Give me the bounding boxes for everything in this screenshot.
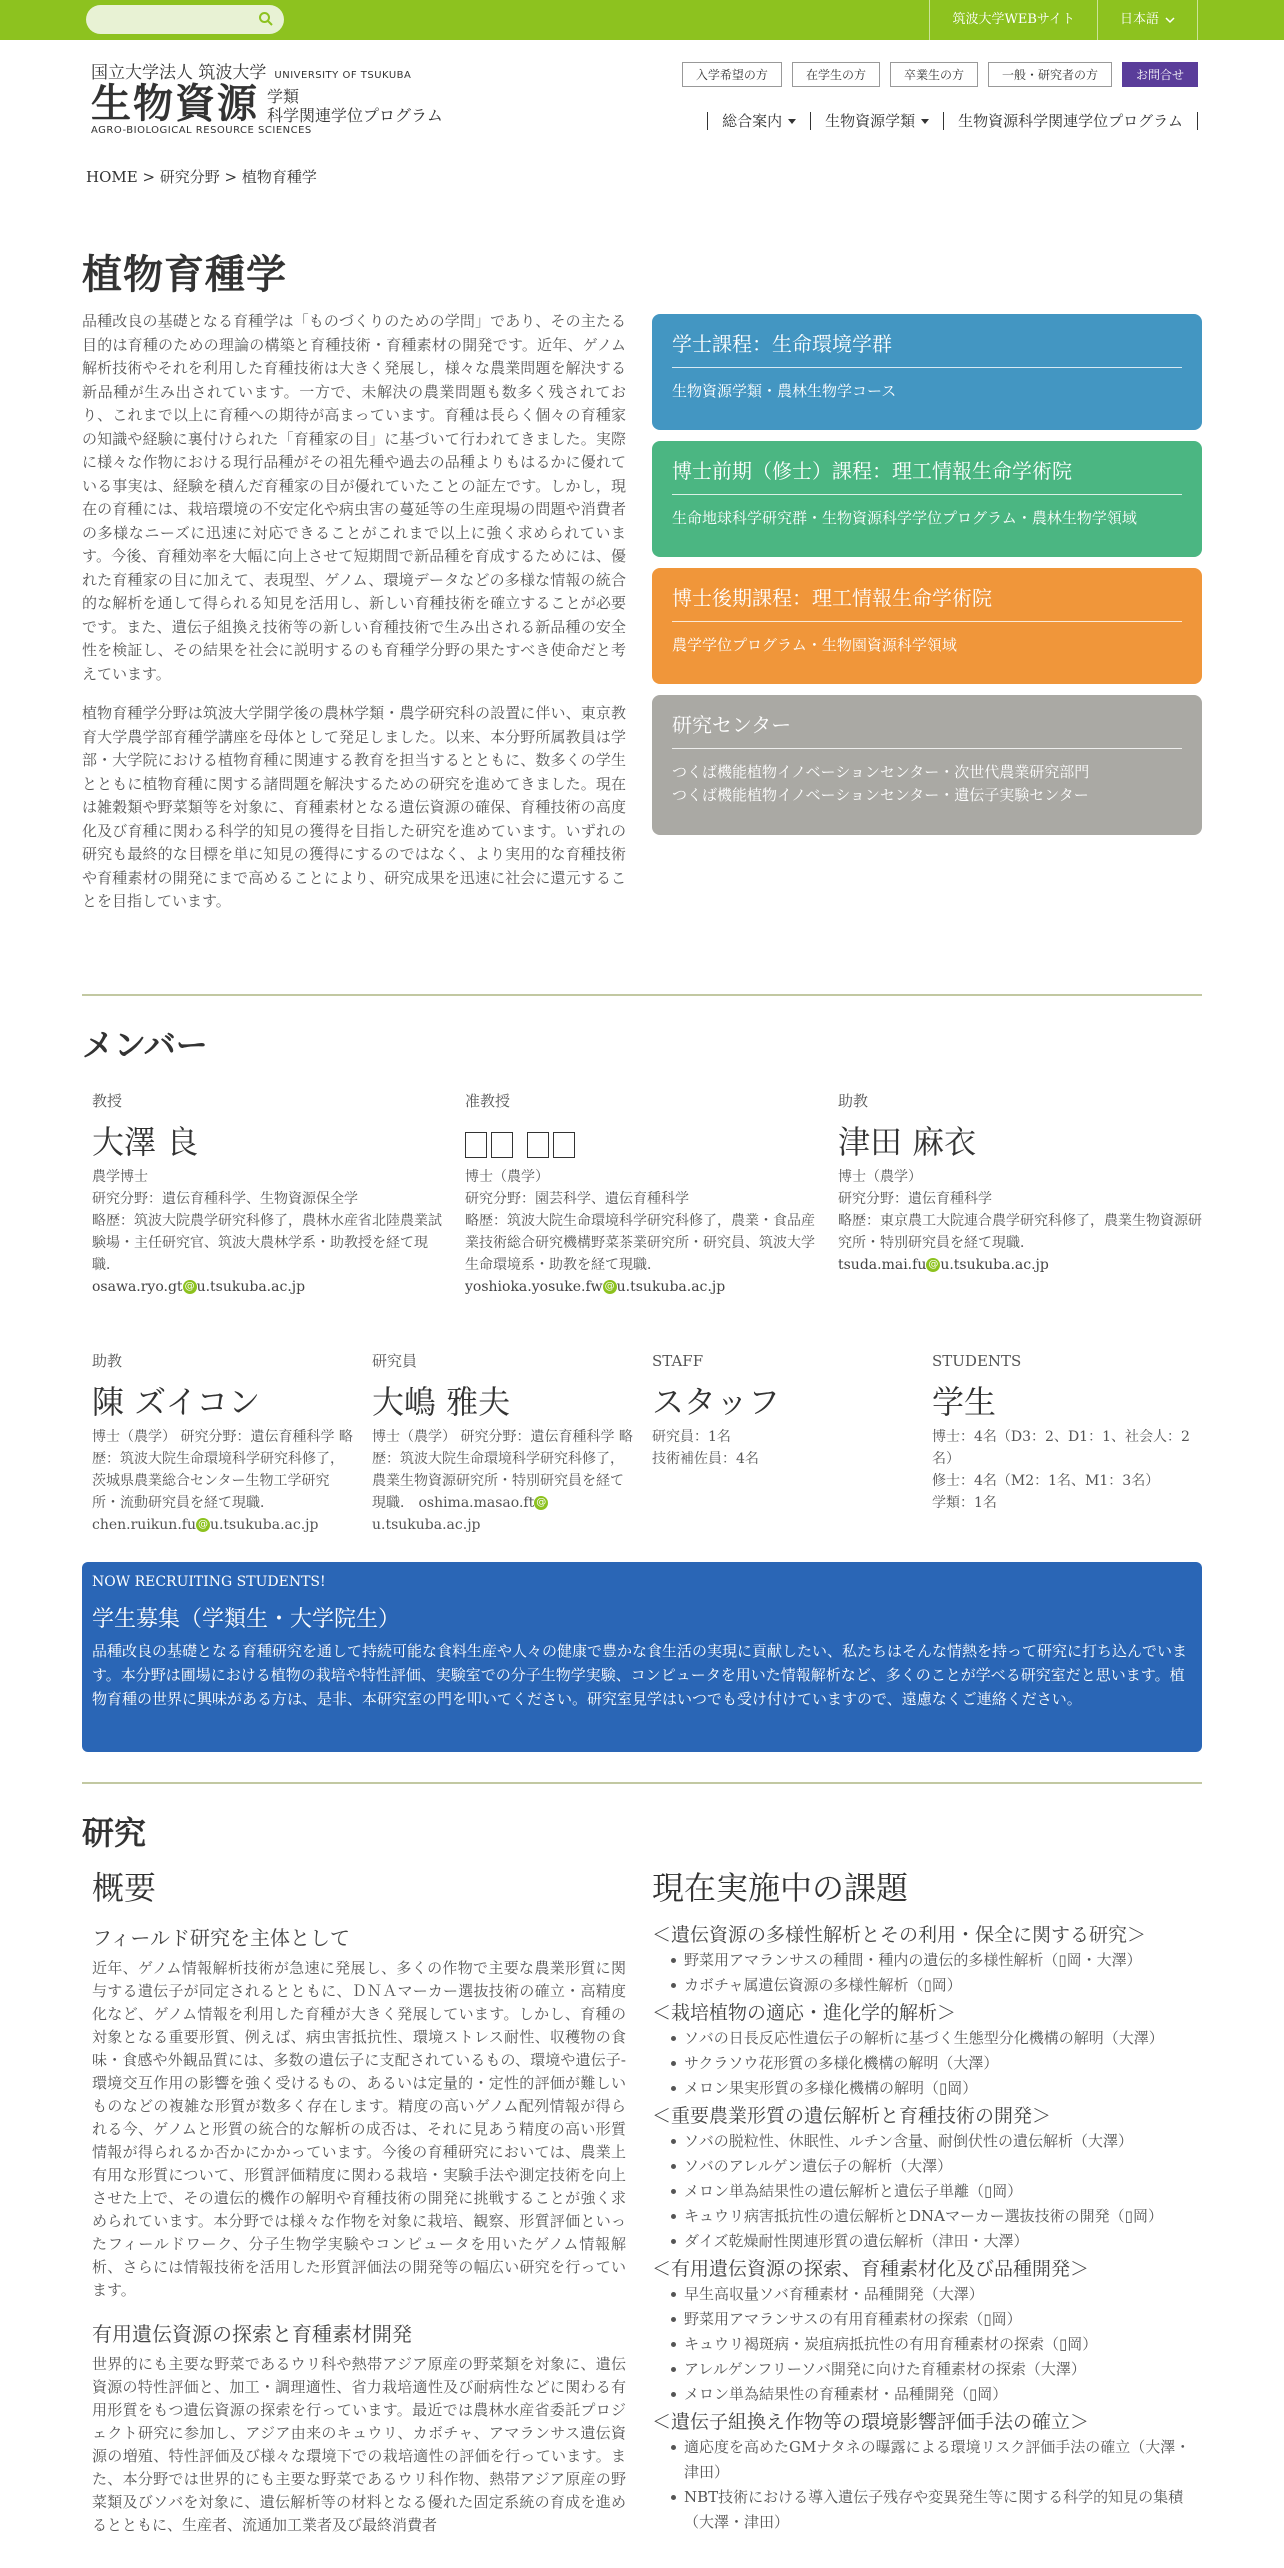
member-field: 研究分野：園芸科学、遺伝育種科学 [465,1191,689,1207]
caret-down-icon [788,119,796,124]
topic-heading: ＜有用遺伝資源の探索、育種素材化及び品種開発＞ [652,2258,1090,2280]
divider [82,1782,1202,1784]
recruit-title: 学生募集（学類生・大学院生） [92,1607,401,1632]
nav-degree-program[interactable]: 生物資源科学関連学位プログラム [943,112,1198,130]
intro-paragraph: 品種改良の基礎となる育種学は「ものづくりのための学問」であり、その主たる目的は育種のための理論の構築と育種技術・育種素材の開発です。近年、ゲノム解析技術やそれを利用した育種技術は大きく発展し，様々な農業問題を解決する新品種が生み出されています。一方で、未解決の農業問題も数多く残されており、これまで以上に育種への期待が高まっています。育種は長らく個々の育種家の知識や経験に裏付けられた「育種家の目」に基づいて行われてきました。実際に様々な作物における現行品種がその祖先種や過去の品種よりもはるかに優れている事実は、経験を積んだ育種家の目が優れていたことの証左です。しかし，現在の育種には、栽培環境の不安定化や病虫害の蔓延等の生産現場の問題や消費者の多様なニーズに迅速に対応できることがこれまで以上に強く求められています。今後、育種効率を大幅に向上させて短期間で新品種を育成するためには、優れた育種家の目に加えて、表現型、ゲノム、環境データなどの多様な情報の統合的な解析を通して得られる知見を活用し、新しい育種技術を確立することが必要です。また、遺伝子組換え技術等の新しい育種技術で生み出される新品種の安全性を検証し、その結果を社会に説明するのも育種学分野の果たすべき使命だと考えています。 [82,312,626,683]
topic-item: キュウリ褐斑病・炭疽病抵抗性の有用育種素材の探索（▯岡） [684,2332,1202,2357]
topic-item: 野菜用アマランサスの種間・種内の遺伝的多様性解析（▯岡・大澤） [684,1948,1202,1973]
logo-sub1: 学類 [267,87,300,106]
topic-item: メロン果実形質の多様化機構の解明（▯岡） [684,2076,1202,2101]
member-name: 大嶋 雅夫 [372,1383,511,1421]
nav-college-label: 生物資源学類 [825,112,916,130]
member-career: 略歴：東京農工大院連合農学研究科修了，農業生物資源研究所・特別研究員を経て現職． [838,1213,1202,1251]
member-career: 略歴：筑波大院農学研究科修了，農林水産省北陸農業試験場・主任研究官、筑波大農林学系・助教授を経て現職． [92,1213,442,1273]
topic-item: ソバの日長反応性遺伝子の解析に基づく生態型分化機構の解明（大澤） [684,2026,1202,2051]
chevron-down-icon [1165,16,1175,24]
topic-item: 適応度を高めたGMナタネの曝露による環境リスク評価手法の確立（大澤・津田） [684,2435,1202,2485]
current-topics [652,1868,1202,2537]
logo-title: 生物資源 [91,81,259,127]
member-role: STUDENTS [932,1352,1022,1370]
email-user: osawa.ryo.gt [92,1279,183,1295]
breadcrumb[interactable]: HOME > 研究分野 > 植物育種学 [86,168,317,186]
contact-button[interactable]: お問合せ [1122,62,1198,87]
topic-item: NBT技術における導入遺伝子残存や変異発生等に関する科学的知見の集積（大澤・津田） [684,2485,1202,2535]
member-role: 准教授 [465,1092,511,1110]
email-user: yoshioka.yosuke.fw [465,1279,603,1295]
nav-general-label: 総合案内 [722,112,783,130]
recruit-label: NOW RECRUITING STUDENTS! [92,1574,326,1590]
current-title: 現在実施中の課題 [652,1869,909,1907]
member-role: 教授 [92,1092,123,1110]
member-card [372,1350,634,1536]
topic-list [652,2129,1202,2254]
member-card [838,1090,1202,1276]
member-name: 陳 ズイコン [92,1383,261,1421]
search-icon[interactable] [258,11,274,27]
language-label: 日本語 [1119,12,1159,27]
applicants-button[interactable]: 入学希望の方 [682,62,782,87]
tsukuba-site-link[interactable]: 筑波大学WEBサイト [929,0,1097,40]
at-icon: @ [197,1519,208,1530]
overview-text: 近年、ゲノム情報解析技術が急速に発展し、多くの作物で主要な農業形質に関与する遺伝子が同定されるとともに、ＤＮＡマーカー選抜技術の確立・高精度化など、ゲノム情報を利用した育種が大きく発展しています。しかし、育種の対象となる重要形質、例えば、病虫害抵抗性、環境ストレス耐性、収穫物の食味・食感や外観品質には、多数の遺伝子に支配されているもの、環境や遺伝子-環境交互作用の影響を強く受けるもの、あるいは定量的・定性的評価が難しいものなどの複雑な形質が数多く存在します。精度の高いゲノム配列情報が得られる今、ゲノムと形質の統合的な解析の成否は、それに見あう精度の高い形質情報が得られるか否かにかかっています。今後の育種研究においては、農業上有用な形質について、形質評価精度に関わる栽培・実験手法や測定技術を向上させた上で、その遺伝的機作の解明や育種技術の開発に挑戦することが強く求められています。本分野では様々な作物を対象に栽培、観察、形質評価といったフィールドワーク、分子生物学実験やコンピュータを用いたゲノム情報解析、さらには情報技術を活用した形質評価法の開発等の幅広い研究を行っています。 [92,1959,626,2299]
member-email[interactable] [92,1276,452,1298]
site-logo[interactable] [91,58,443,136]
topic-item: ソバの脱粒性、休眠性、ルチン含量、耐倒伏性の遺伝解析（大澤） [684,2129,1202,2154]
research-title: 研究 [82,1814,147,1852]
member-name: 大澤 良 [92,1123,199,1161]
topic-item: メロン単為結果性の遺伝解析と遺伝子単離（▯岡） [684,2179,1202,2204]
topic-item: 早生高収量ソバ育種素材・品種開発（大澤） [684,2282,1202,2307]
topic-list [652,2026,1202,2101]
member-details [372,1426,634,1536]
member-role: 助教 [92,1352,123,1370]
topic-item: メロン単為結果性の育種素材・品種開発（▯岡） [684,2382,1202,2407]
overview-title: 概要 [92,1869,157,1907]
topic-heading: ＜重要農業形質の遺伝解析と育種技術の開発＞ [652,2105,1052,2127]
divider [82,994,1202,996]
member-field: 研究分野：遺伝育種科学、生物資源保全学 [92,1191,358,1207]
research-overview [92,1868,626,2553]
topic-item: キュウリ病害抵抗性の遺伝解析とDNAマーカー選抜技術の開発（▯岡） [684,2204,1202,2229]
email-domain: u.tsukuba.ac.jp [616,1279,726,1295]
member-email[interactable] [838,1254,1202,1276]
overview-heading: フィールド研究を主体として [92,1926,350,1950]
at-icon: @ [184,1281,195,1292]
overview-text: 世界的にも主要な野菜であるウリ科や熱帯アジア原産の野菜類を対象に、遺伝資源の特性評価と、加工・調理適性、省力栽培適性及び耐病性などに関わる有用形質をもつ遺伝資源の探索を行っています。最近では農林水産省委託プロジェクト研究に参加し、アジア由来のキュウリ、カボチャ、アマランサス遺伝資源の増殖、特性評価及び様々な環境下での栽培適性の評価を行っています。また、本分野では世界的にも主要な野菜であるウリ科作物、熱帯アジア原産の野菜類及びソバを対象に、遺伝解析等の材料となる優れた固定系統の育成を進めるとともに、生産者、流通加工業者及び最終消費者 [92,2355,626,2534]
topic-item: サクラソウ花形質の多様化機構の解明（大澤） [684,2051,1202,2076]
member-name [465,1122,825,1162]
course-desc: つくば機能植物イノベーションセンター・次世代農業研究部門 つくば機能植物イノベーションセンター・遺伝子実験センター [672,763,1090,804]
topic-heading: ＜遺伝資源の多様性解析とその利用・保全に関する研究＞ [652,1924,1147,1946]
member-field: 研究分野：遺伝育種科学 [838,1191,992,1207]
topic-list [652,2282,1202,2407]
course-card-bachelor[interactable] [652,314,1202,430]
member-card [92,1090,452,1298]
site-header [0,40,1284,140]
email-user: tsuda.mai.fu [838,1257,927,1273]
students-card [932,1350,1194,1514]
top-bar [0,0,1284,40]
email-domain: u.tsukuba.ac.jp [196,1279,306,1295]
intro-paragraph: 植物育種学分野は筑波大学開学後の農林学類・農学研究科の設置に伴い、東京教育大学農学部育種学講座を母体として発足しました。以来、本分野所属教員は学部・大学院における植物育種に関連する教育を担当するとともに、数多くの学生とともに植物育種に関する諸問題を解決するための研究を進めてきました。現在は雑穀類や野菜類等を対象に、育種素材となる遺伝資源の確保、育種技術の高度化及び育種に関わる科学的知見の獲得を目指した研究を進めています。いずれの研究も最終的な目標を単に知見の獲得にするのではなく、より実用的な育種技術や育種素材の開発にまで高めることにより、研究成果を迅速に社会に還元することを目指しています。 [82,704,626,910]
member-details-text: 博士（農学） 研究分野：遺伝育種科学 略歴：筑波大院生命環境科学研究科修了，農業生物資源研究所・特別研究員を経て現職． oshima.masao.ft [372,1429,633,1511]
logo-sub2: 科学関連学位プログラム [267,106,443,125]
alumni-button[interactable]: 卒業生の方 [890,62,978,87]
member-card [465,1090,825,1298]
topic-list [652,2435,1202,2535]
course-desc: 農学学位プログラム・生物園資源科学領域 [672,636,957,654]
topic-item: カボチャ属遺伝資源の多様性解析（▯岡） [684,1973,1202,1998]
members-title: メンバー [82,1026,208,1064]
course-desc: 生物資源学類・農林生物学コース [672,382,897,400]
nav-college[interactable] [810,112,943,130]
member-card [92,1350,354,1536]
course-card-master[interactable] [652,441,1202,557]
course-title: 研究センター [672,709,1182,749]
staff-card [652,1350,914,1470]
audience-nav [682,62,1198,87]
search-input[interactable] [86,5,284,34]
course-desc: 生命地球科学研究群・生物資源科学学位プログラム・農林生物学領域 [672,509,1137,527]
logo-university: 国立大学法人 筑波大学 [91,63,267,83]
page-title: 植物育種学 [82,251,287,298]
member-name: 学生 [932,1383,997,1421]
topic-item: 野菜用アマランサスの有用育種素材の探索（▯岡） [684,2307,1202,2332]
member-name: 津田 麻衣 [838,1123,977,1161]
member-email[interactable] [465,1276,825,1298]
topic-list [652,1948,1202,1998]
course-card-research-center[interactable] [652,695,1202,835]
staff-line: 技術補佐員：4名 [652,1451,759,1467]
topic-heading: ＜遺伝子組換え作物等の環境影響評価手法の確立＞ [652,2411,1090,2433]
member-degree: 博士（農学） [465,1169,549,1185]
member-degree: 農学博士 [92,1169,148,1185]
course-title: 学士課程：生命環境学群 [672,328,1182,368]
member-career: 略歴：筑波大院生命環境科学研究科修了，農業・食品産業技術総合研究機構野菜茶業研究所・研究員、筑波大学生命環境系・助教を経て現職． [465,1213,815,1273]
at-icon: @ [928,1259,939,1270]
logo-university-en: UNIVERSITY OF TSUKUBA [274,70,412,81]
at-icon: @ [536,1497,547,1508]
member-details [92,1426,354,1536]
email-domain: u.tsukuba.ac.jp [209,1517,319,1533]
nav-general[interactable] [707,112,810,130]
top-links [929,0,1198,40]
intro-text [82,310,626,930]
member-role: 研究員 [372,1352,418,1370]
topic-heading: ＜栽培植物の適応・進化学的解析＞ [652,2002,957,2024]
staff-line: 研究員：1名 [652,1429,731,1445]
logo-english: AGRO-BIOLOGICAL RESOURCE SCIENCES [91,125,312,136]
at-icon: @ [604,1281,615,1292]
language-select[interactable] [1097,0,1198,40]
students-line: 学類：1名 [932,1495,997,1511]
email-domain: u.tsukuba.ac.jp [940,1257,1049,1273]
topic-item: アレルゲンフリーソバ開発に向けた育種素材の探索（大澤） [684,2357,1202,2382]
member-role: 助教 [838,1092,869,1110]
course-list [652,314,1202,846]
topic-groups [652,1922,1202,2535]
main-nav [707,112,1198,130]
course-card-doctor[interactable] [652,568,1202,684]
overview-heading: 有用遺伝資源の探索と育種素材開発 [92,2322,412,2346]
students-button[interactable]: 在学生の方 [792,62,880,87]
topic-item: ソバのアレルゲン遺伝子の解析（大澤） [684,2154,1202,2179]
caret-down-icon [921,119,929,124]
member-name: スタッフ [652,1383,781,1421]
students-line: 博士：4名（D3：2、D1：1、社会人：2名） [932,1429,1190,1467]
topic-item: ダイズ乾燥耐性関連形質の遺伝解析（津田・大澤） [684,2229,1202,2254]
students-line: 修士：4名（M2：1名、M1：3名） [932,1473,1160,1489]
member-degree: 博士（農学） [838,1169,922,1185]
recruit-text: 品種改良の基礎となる育種研究を通して持続可能な食料生産や人々の健康で豊かな食生活の実現に貢献したい、私たちはそんな情熱を持って研究に打ち込んでいます。本分野は圃場における植物の栽培や特性評価、実験室での分子生物学実験、コンピュータを用いた情報解析など、多くのことが学べる研究室だと思います。植物育種の世界に興味がある方は、是非、本研究室の門を叩いてください。研究室見学はいつでも受け付けていますので、遠慮なくご連絡ください。 [92,1642,1188,1708]
course-title: 博士前期（修士）課程：理工情報生命学術院 [672,455,1182,495]
researchers-button[interactable]: 一般・研究者の方 [988,62,1112,87]
recruit-banner [82,1562,1202,1752]
email-domain: u.tsukuba.ac.jp [372,1517,481,1533]
member-role: STAFF [652,1352,704,1370]
course-title: 博士後期課程：理工情報生命学術院 [672,582,1182,622]
member-details-text: 博士（農学） 研究分野：遺伝育種科学 略歴：筑波大院生命環境科学研究科修了，茨城県農業総合センター生物工学研究所・流動研究員を経て現職． chen.ruikun.fu [92,1429,353,1533]
